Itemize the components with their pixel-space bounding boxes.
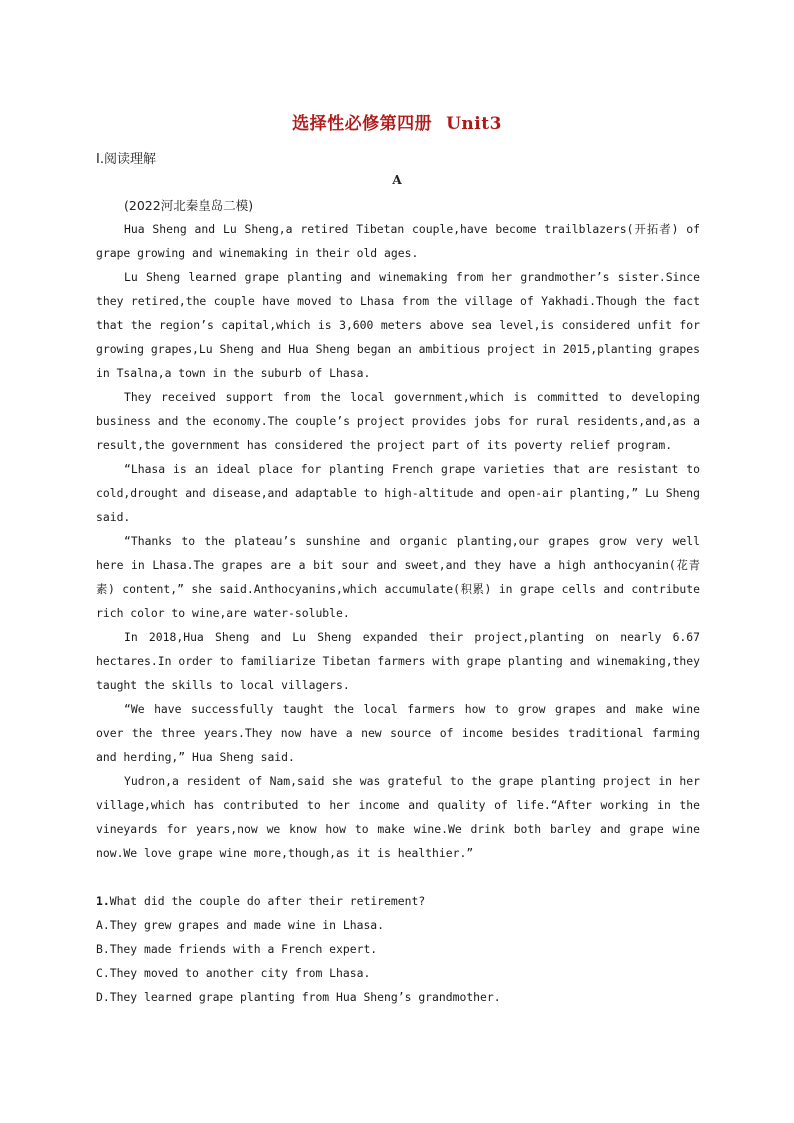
section-heading: Ⅰ.阅读理解 — [96, 152, 156, 167]
passage-label: A — [392, 173, 402, 187]
paragraph: In 2018,Hua Sheng and Lu Sheng expanded their project,planting on nearly 6.67 hectares.In order to familiarize Tibetan farmers with grape planting and winemaking,they taught the skills to local villagers. — [96, 630, 700, 692]
paragraph: Yudron,a resident of Nam,said she was grateful to the grape planting project in her village,which has contributed to her income and quality of life.“After working in the vineyards for years,now we know how to make wine.We drink both barley and grape wine now.We love grape wine more,though,as it is healthier.” — [96, 774, 700, 860]
question — [96, 889, 700, 913]
question-text: What did the couple do after their retirement? — [109, 894, 426, 908]
question-number: 1. — [96, 894, 110, 908]
paragraph: Hua Sheng and Lu Sheng,a retired Tibetan couple,have become trailblazers(开拓者) of grape growing and winemaking in their old ages. — [96, 222, 700, 260]
option-c[interactable]: C.They moved to another city from Lhasa. — [96, 966, 371, 980]
title-main: 选择性必修第四册 — [292, 114, 433, 134]
paragraph: “Lhasa is an ideal place for planting French grape varieties that are resistant to cold,drought and disease,and adaptable to high-altitude and open-air planting,” Lu Sheng said. — [96, 462, 700, 524]
option-a[interactable]: A.They grew grapes and made wine in Lhasa. — [96, 918, 385, 932]
paragraph: Lu Sheng learned grape planting and winemaking from her grandmother’s sister.Since they retired,the couple have moved to Lhasa from the village of Yakhadi.Though the fact that the region’s capital,which is 3,600 meters above sea level,is considered unfit for growing grapes,Lu Sheng and Hua Sheng began an ambitious project in 2015,planting grapes in Tsalna,a town in the suburb of Lhasa. — [96, 270, 700, 380]
question-block — [96, 889, 700, 1009]
title-unit: Unit3 — [446, 114, 502, 134]
paragraph: “Thanks to the plateau’s sunshine and organic planting,our grapes grow very well here in Lhasa.The grapes are a bit sour and sweet,and they have a high anthocyanin(花青素) content,” she said.Anthocyanins,which accumulate(积累) in grape cells and contribute rich color to wine,are water-soluble. — [96, 534, 700, 620]
option-d[interactable]: D.They learned grape planting from Hua Sheng’s grandmother. — [96, 990, 501, 1004]
passage-body — [96, 217, 700, 865]
paragraph: They received support from the local government,which is committed to developing business and the economy.The couple’s project provides jobs for rural residents,and,as a result,the government has considered the project part of its poverty relief program. — [96, 390, 700, 452]
paragraph: “We have successfully taught the local farmers how to grow grapes and make wine over the three years.They now have a new source of income besides traditional farming and herding,” Hua Sheng said. — [96, 702, 700, 764]
page-title — [0, 109, 794, 134]
passage-source: (2022河北秦皇岛二模) — [124, 198, 254, 213]
option-b[interactable]: B.They made friends with a French expert. — [96, 942, 378, 956]
